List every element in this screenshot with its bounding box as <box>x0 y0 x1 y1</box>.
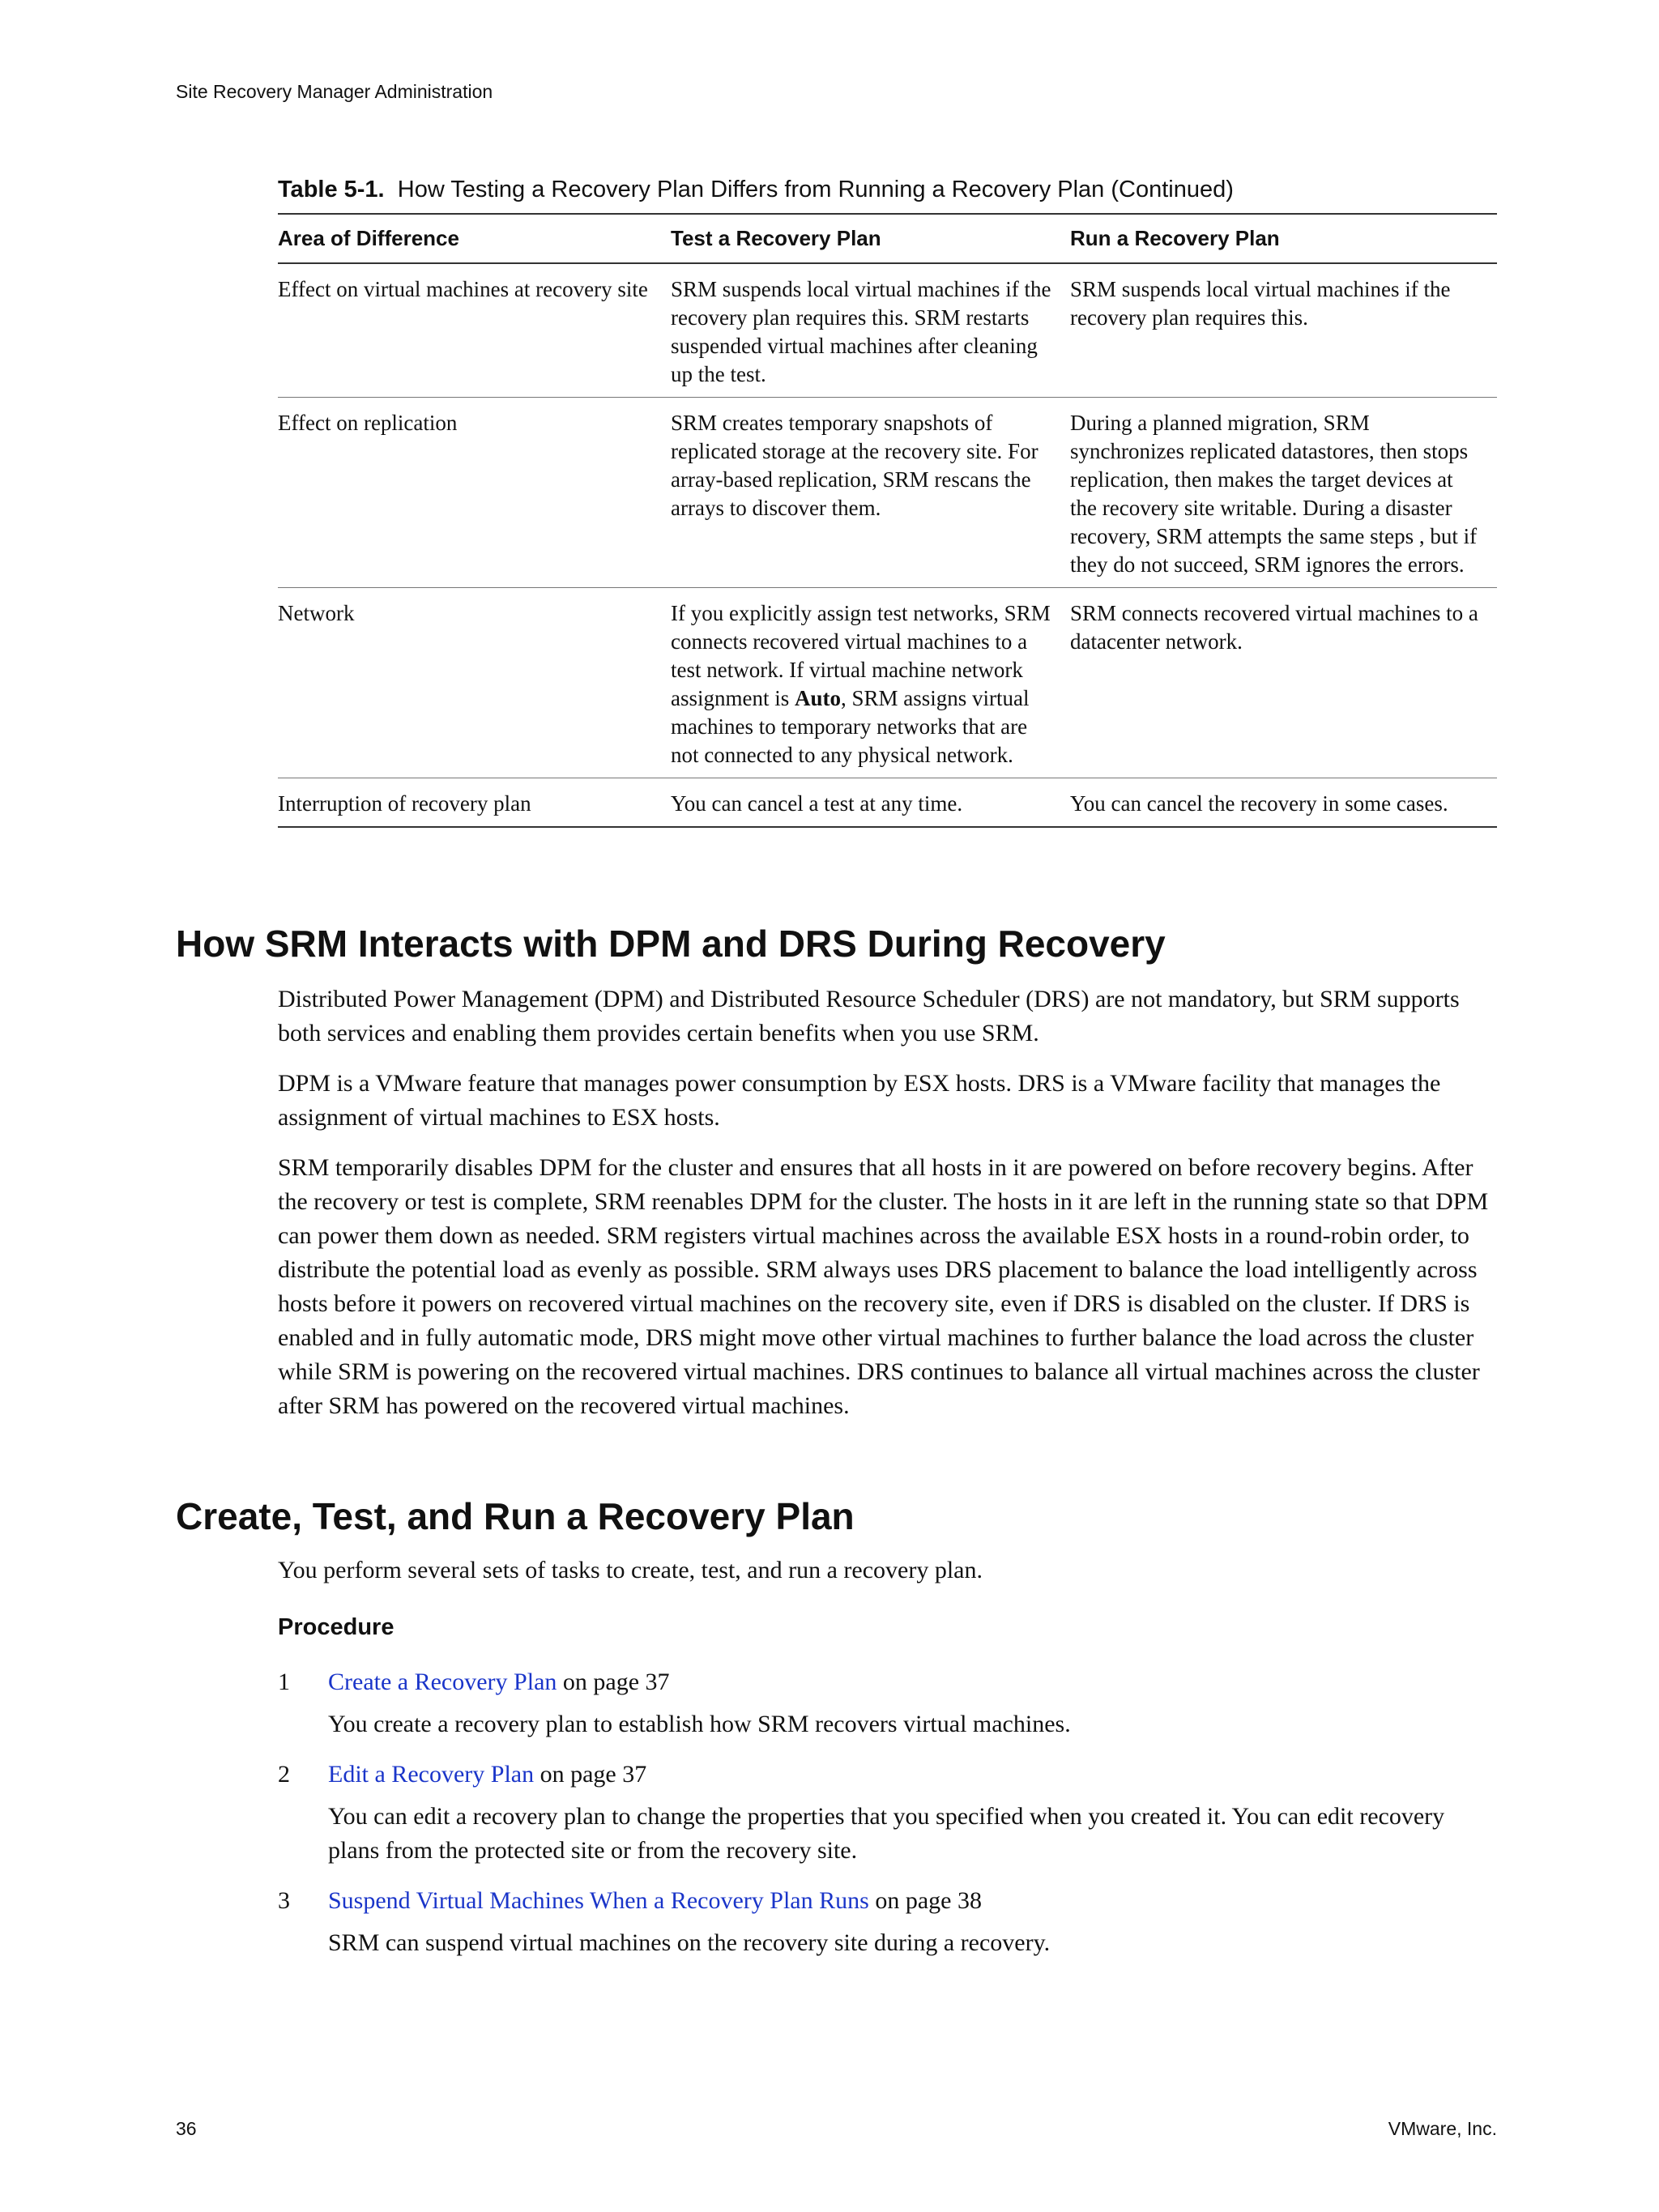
table-cell-test <box>671 588 1070 778</box>
paragraph: SRM temporarily disables DPM for the cluster and ensures that all hosts in it are powered on before recovery begins. After the recovery or test is complete, SRM reenables DPM for the cluster. The hosts in it are left in the running state so that DPM can power them down as needed. SRM registers virtual machines across the available ESX hosts in a round-robin order, to distribute the potential load as evenly as possible. SRM always uses DRS placement to balance the load intelligently across hosts before it powers on recovered virtual machines on the recovery site, even if DRS is disabled on the cluster. If DRS is enabled and in fully automatic mode, DRS might move other virtual machines to further balance the load across the cluster while SRM is powering on the recovered virtual machines. DRS continues to balance all virtual machines across the cluster after SRM has powered on the recovered virtual machines. <box>278 1154 1489 1419</box>
page-reference: on page 37 <box>557 1669 670 1695</box>
footer-company: VMware, Inc. <box>1388 2118 1497 2139</box>
table-cell-test: SRM suspends local virtual machines if the recovery plan requires this. SRM restarts suspended virtual machines after cleaning up the test. <box>671 263 1070 398</box>
procedure-label: Procedure <box>278 1614 394 1640</box>
step-description: You create a recovery plan to establish how SRM recovers virtual machines. <box>328 1711 1071 1737</box>
procedure-step <box>278 1884 1501 1960</box>
page-reference: on page 38 <box>868 1887 982 1914</box>
page-reference: on page 37 <box>534 1761 647 1788</box>
table-caption-label: Table 5-1. <box>278 177 385 202</box>
create-intro-paragraph: You perform several sets of tasks to create, test, and run a recovery plan. <box>278 1557 983 1583</box>
step-description: You can edit a recovery plan to change the properties that you specified when you created it. You can edit recovery plans from the protected site or from the recovery site. <box>328 1803 1445 1864</box>
step-description: SRM can suspend virtual machines on the recovery site during a recovery. <box>328 1929 1051 1956</box>
table-row <box>278 588 1497 778</box>
column-header-area: Area of Difference <box>278 214 671 263</box>
table-header-row <box>278 214 1497 263</box>
dpm-drs-body <box>278 982 1501 1439</box>
table-cell-area: Effect on replication <box>278 398 671 588</box>
running-header: Site Recovery Manager Administration <box>176 81 493 102</box>
page-number: 36 <box>176 2118 197 2139</box>
difference-table <box>278 213 1497 828</box>
table-cell-test: SRM creates temporary snapshots of replicated storage at the recovery site. For array-based replication, SRM rescans the arrays to discover them. <box>671 398 1070 588</box>
step-number: 1 <box>278 1669 290 1695</box>
create-recovery-plan-link[interactable]: Create a Recovery Plan <box>328 1669 557 1695</box>
cell-text: If you explicitly assign test networks, SRM connects recovered virtual machines to a test network. If virtual machine network assignment is <box>671 601 1051 710</box>
table-row <box>278 263 1497 398</box>
table-cell-run: SRM connects recovered virtual machines to a datacenter network. <box>1070 588 1497 778</box>
table-cell-run: You can cancel the recovery in some cases. <box>1070 778 1497 828</box>
table-cell-test: You can cancel a test at any time. <box>671 778 1070 828</box>
step-number: 2 <box>278 1761 290 1788</box>
cell-bold-text: Auto <box>795 686 842 710</box>
suspend-virtual-machines-link[interactable]: Suspend Virtual Machines When a Recovery Plan Runs <box>328 1887 869 1914</box>
procedure-step <box>278 1758 1501 1868</box>
table-cell-area: Network <box>278 588 671 778</box>
section-heading-dpm-drs: How SRM Interacts with DPM and DRS During Recovery <box>176 923 1166 965</box>
table-row <box>278 778 1497 828</box>
table-cell-area: Interruption of recovery plan <box>278 778 671 828</box>
column-header-run: Run a Recovery Plan <box>1070 214 1497 263</box>
paragraph: Distributed Power Management (DPM) and Distributed Resource Scheduler (DRS) are not mandatory, but SRM supports both services and enabling them provides certain benefits when you use SRM. <box>278 986 1460 1046</box>
table-cell-run: SRM suspends local virtual machines if the recovery plan requires this. <box>1070 263 1497 398</box>
table-caption <box>278 177 1497 203</box>
table-caption-text: How Testing a Recovery Plan Differs from Running a Recovery Plan (Continued) <box>397 177 1234 202</box>
procedure-step <box>278 1665 1501 1741</box>
step-number: 3 <box>278 1887 290 1914</box>
cell-text: , SRM assigns virtual machines to temporary networks that are not connected to any physical network. <box>671 686 1030 767</box>
column-header-test: Test a Recovery Plan <box>671 214 1070 263</box>
paragraph: DPM is a VMware feature that manages power consumption by ESX hosts. DRS is a VMware facility that manages the assignment of virtual machines to ESX hosts. <box>278 1070 1441 1131</box>
section-heading-create-test-run: Create, Test, and Run a Recovery Plan <box>176 1495 855 1537</box>
table-cell-run: During a planned migration, SRM synchronizes replicated datastores, then stops replication, then makes the target devices at the recovery site writable. During a disaster recovery, SRM attempts the same steps , but if they do not succeed, SRM ignores the errors. <box>1070 398 1497 588</box>
table-cell-area: Effect on virtual machines at recovery site <box>278 263 671 398</box>
edit-recovery-plan-link[interactable]: Edit a Recovery Plan <box>328 1761 535 1788</box>
table-row <box>278 398 1497 588</box>
